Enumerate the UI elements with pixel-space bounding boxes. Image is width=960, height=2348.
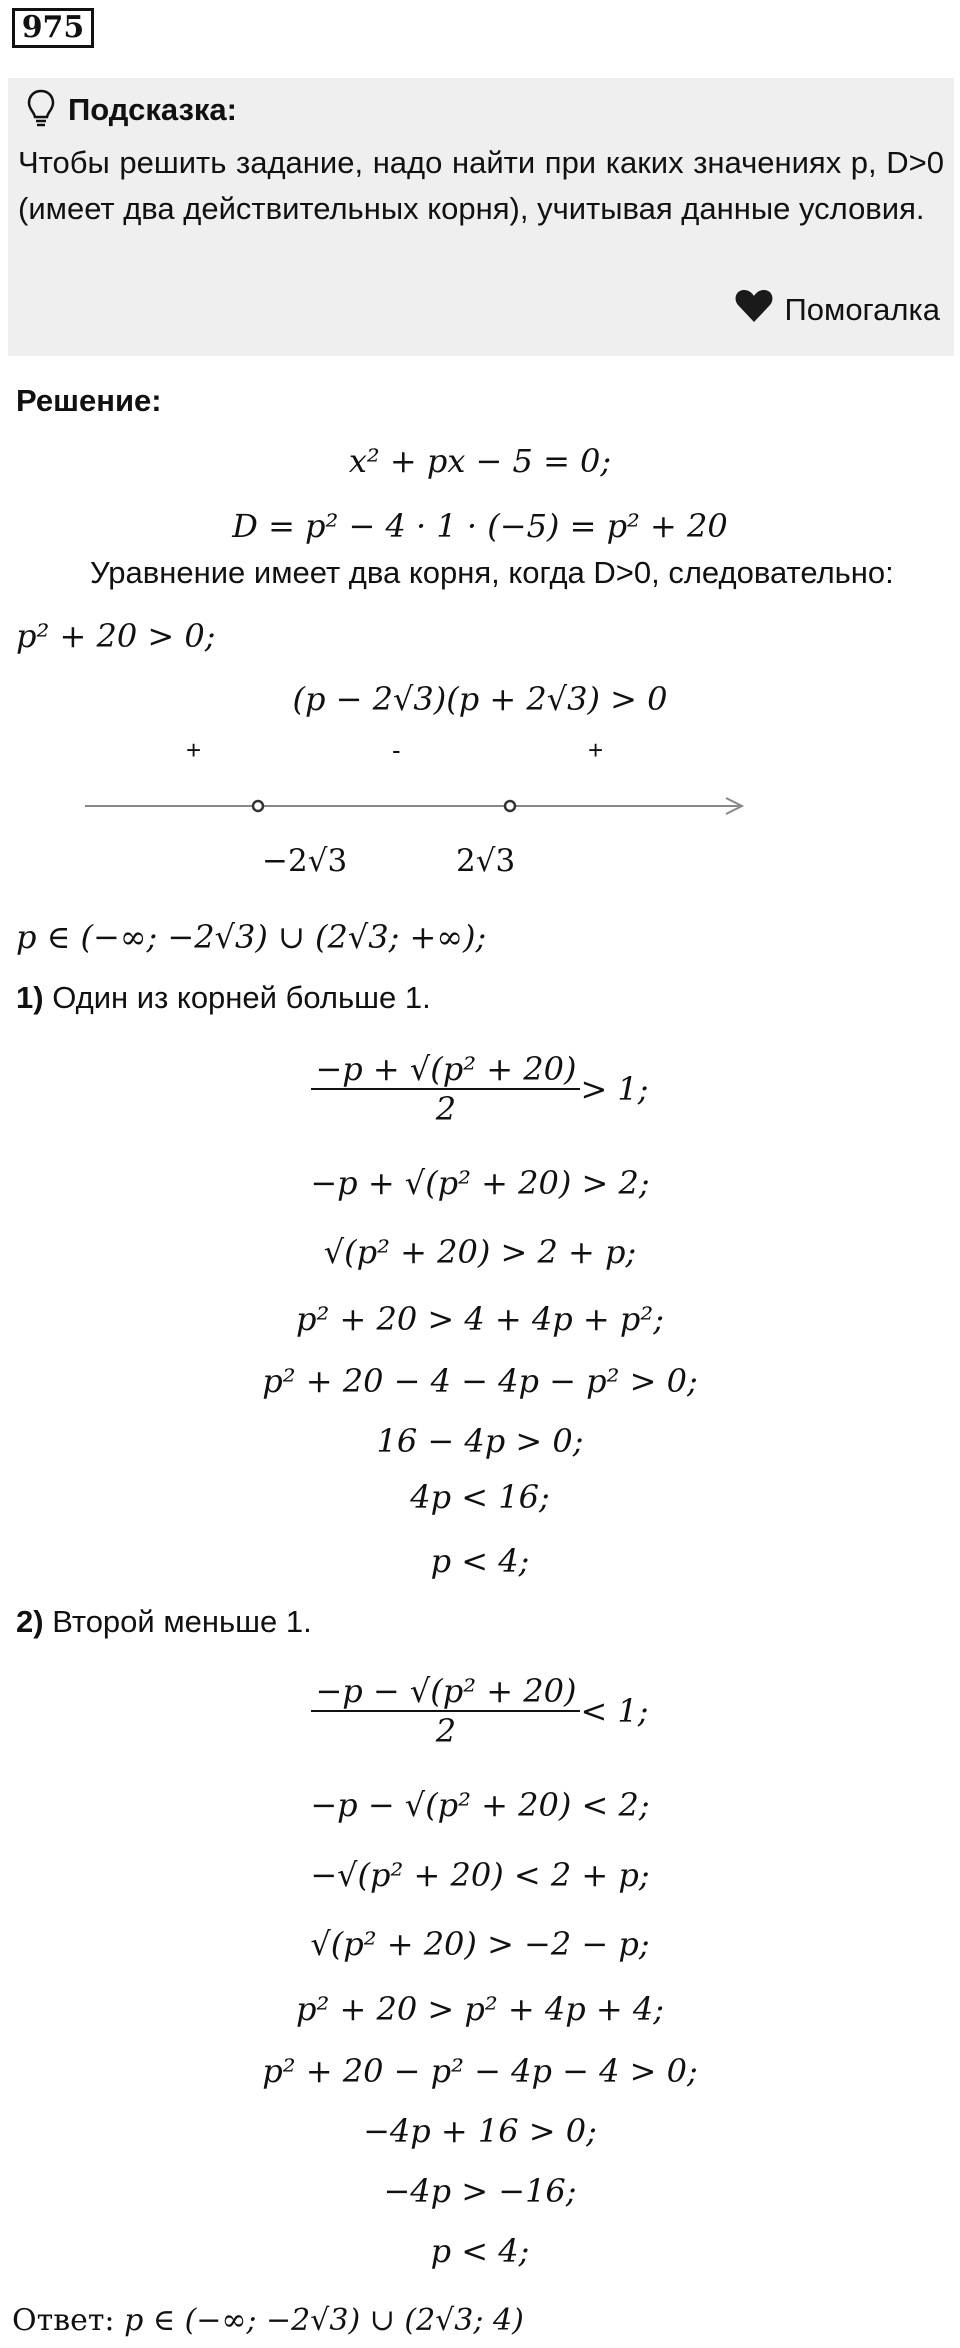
case2-step: p < 4;	[430, 2232, 530, 2270]
helper-label: Помогалка	[784, 292, 940, 327]
fraction-relation: > 1;	[580, 1070, 649, 1108]
answer-label: Ответ:	[12, 2303, 115, 2338]
case2-step: √(p² + 20) > −2 − p;	[310, 1925, 650, 1963]
point-2sqrt3	[505, 801, 515, 811]
case1-step: 16 − 4p > 0;	[376, 1422, 584, 1460]
case1-step: p² + 20 > 4 + 4p + p²;	[296, 1300, 664, 1338]
case2-step: p² + 20 − p² − 4p − 4 > 0;	[262, 2052, 698, 2090]
case1-step: −p + √(p² + 20) > 2;	[310, 1164, 650, 1202]
hint-header	[26, 88, 237, 132]
number-line	[0, 790, 960, 820]
case2-heading: 2) Второй меньше 1.	[16, 1604, 312, 1639]
sign-plus-right: +	[588, 735, 604, 765]
interval: p ∈ (−∞; −2√3) ∪ (2√3; +∞);	[16, 918, 487, 956]
axis-label-left: −2√3	[262, 843, 348, 879]
case2-step: −4p + 16 > 0;	[363, 2112, 597, 2150]
case1-heading: 1) Один из корней больше 1.	[16, 980, 431, 1015]
fraction-denominator: 2	[435, 1090, 457, 1128]
case1-step: p² + 20 − 4 − 4p − p² > 0;	[262, 1362, 698, 1400]
equation: x² + px − 5 = 0;	[348, 442, 612, 480]
text-line: Уравнение имеет два корня, когда D>0, следовательно:	[90, 555, 894, 590]
case2-step: −√(p² + 20) < 2 + p;	[310, 1856, 650, 1894]
discriminant: D = p² − 4 · 1 · (−5) = p² + 20	[232, 507, 728, 545]
case1-step: p < 4;	[430, 1542, 530, 1580]
fraction-numerator: −p + √(p² + 20)	[311, 1050, 580, 1090]
point-minus-2sqrt3	[253, 801, 263, 811]
case1-step: 4p < 16;	[410, 1478, 550, 1516]
fraction-denominator: 2	[435, 1712, 457, 1750]
case1-fraction-line	[0, 1050, 960, 1128]
heart-icon	[734, 288, 774, 332]
case2-step: −p − √(p² + 20) < 2;	[310, 1786, 650, 1824]
answer-value: p ∈ (−∞; −2√3) ∪ (2√3; 4)	[114, 2303, 524, 2338]
task-number: 975	[12, 8, 94, 48]
inequality: p² + 20 > 0;	[16, 617, 216, 655]
hint-title: Подсказка:	[68, 92, 237, 127]
answer-line	[12, 2303, 524, 2338]
case2-step: p² + 20 > p² + 4p + 4;	[296, 1990, 664, 2028]
case2-fraction-line	[0, 1672, 960, 1750]
hint-text: Чтобы решить задание, надо найти при каких значениях p, D>0 (имеет два действительных корня), учитывая данные условия.	[18, 145, 944, 226]
sign-plus-left: +	[186, 735, 202, 765]
axis-label-right: 2√3	[456, 843, 516, 879]
hint-box	[8, 78, 954, 356]
factored-inequality: (p − 2√3)(p + 2√3) > 0	[292, 680, 668, 718]
case1-step: √(p² + 20) > 2 + p;	[323, 1233, 637, 1271]
solution-label: Решение:	[16, 383, 162, 418]
helper-link[interactable]	[734, 288, 940, 332]
case2-step: −4p > −16;	[383, 2172, 577, 2210]
lightbulb-icon	[26, 88, 56, 133]
sign-minus: -	[392, 735, 401, 765]
fraction-numerator: −p − √(p² + 20)	[311, 1672, 580, 1712]
fraction-relation: < 1;	[580, 1692, 649, 1730]
